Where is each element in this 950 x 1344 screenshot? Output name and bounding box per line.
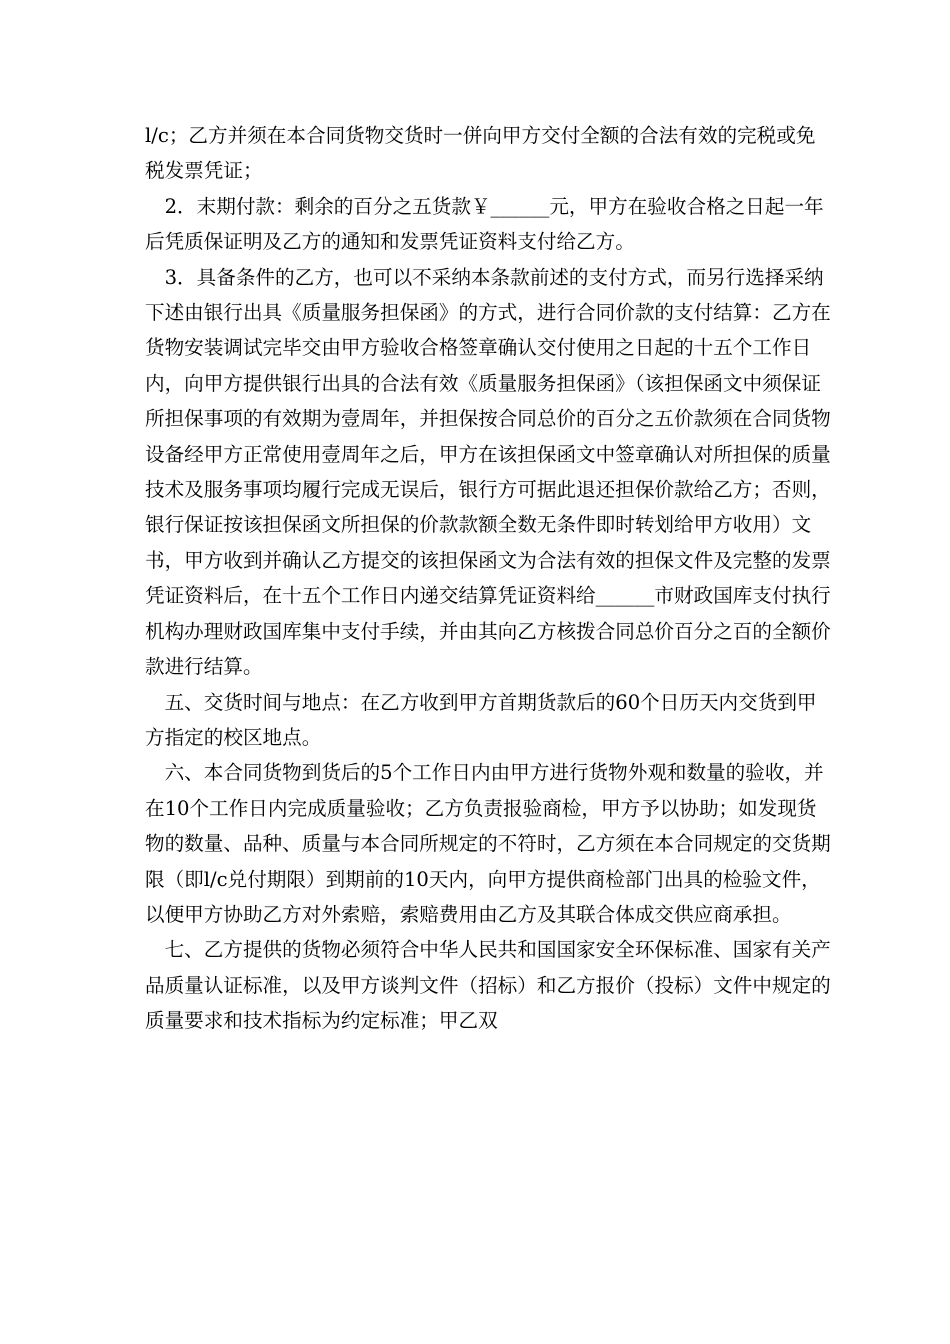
paragraph-final-payment: 2．末期付款：剩余的百分之五货款￥______元，甲方在验收合格之日起一年后凭质保证明及乙方的通知和发票凭证资料支付给乙方。 (145, 194, 824, 254)
paragraph-acceptance-inspection: 六、本合同货物到货后的5个工作日内由甲方进行货物外观和数量的验收，并在10个工作日内完成质量验收；乙方负责报验商检，甲方予以协助；如发现货物的数量、品种、质量与本合同所规定的不符时，乙方须在本合同规定的交货期限（即l/c兑付期限）到期前的10天内，向甲方提供商检部门出具的检验文件，以便甲方协助乙方对外索赔，索赔费用由乙方及其联合体成交供应商承担。 (145, 761, 831, 926)
document-page (145, 118, 835, 1039)
paragraph-payment-invoice: l/c；乙方并须在本合同货物交货时一併向甲方交付全额的合法有效的完税或免税发票凭证； (145, 124, 816, 183)
paragraph-quality-standards: 七、乙方提供的货物必须符合中华人民共和国国家安全环保标准、国家有关产品质量认证标准，以及甲方谈判文件（招标）和乙方报价（投标）文件中规定的质量要求和技术指标为约定标准；甲乙双 (145, 938, 831, 1033)
paragraph-guarantee-letter: 3．具备条件的乙方，也可以不采纳本条款前述的支付方式，而另行选择采纳下述由银行出具《质量服务担保函》的方式，进行合同价款的支付结算：乙方在货物安装调试完毕交由甲方验收合格签章确认交付使用之日起的十五个工作日内，向甲方提供银行出具的合法有效《质量服务担保函》（该担保函文中须保证所担保事项的有效期为壹周年，并担保按合同总价的百分之五价款须在合同货物设备经甲方正常使用壹周年之后，甲方在该担保函文中签章确认对所担保的质量技术及服务事项均履行完成无误后，银行方可据此退还担保价款给乙方；否则，银行保证按该担保函文所担保的价款款额全数无条件即时转划给甲方收用）文书，甲方收到并确认乙方提交的该担保函文为合法有效的担保文件及完整的发票凭证资料后，在十五个工作日内递交结算凭证资料给______市财政国库支付执行机构办理财政国库集中支付手续，并由其向乙方核拨合同总价百分之百的全额价款进行结算。 (145, 265, 831, 679)
paragraph-delivery-time: 五、交货时间与地点：在乙方收到甲方首期货款后的60个日历天内交货到甲方指定的校区地点。 (145, 690, 817, 749)
